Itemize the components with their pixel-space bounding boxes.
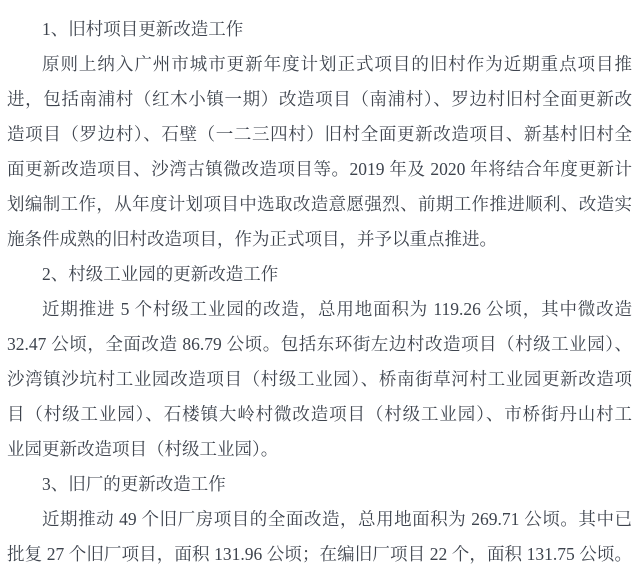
text-line: 沙湾镇沙坑村工业园改造项目（村级工业园）、桥南街草河村工业园更新改造项 xyxy=(7,369,632,389)
text-line: 进，包括南浦村（红木小镇一期）改造项目（南浦村）、罗边村旧村全面更新改 xyxy=(7,89,632,109)
text-line: 批复 27 个旧厂项目，面积 131.96 公顷；在编旧厂项目 22 个，面积 131.75 公顷。 xyxy=(7,544,632,564)
text-line: 施条件成熟的旧村改造项目，作为正式项目，并予以重点推进。 xyxy=(7,229,497,249)
text-line: 原则上纳入广州市城市更新年度计划正式项目的旧村作为近期重点项目推 xyxy=(42,54,632,74)
text-line: 近期推进 5 个村级工业园的改造，总用地面积为 119.26 公顷，其中微改造 xyxy=(42,299,632,319)
section-heading: 1、旧村项目更新改造工作 xyxy=(42,19,244,39)
section-old-village-projects xyxy=(7,12,632,257)
text-line: 目（村级工业园）、石楼镇大岭村微改造项目（村级工业园）、市桥街丹山村工 xyxy=(7,404,632,424)
section-village-industrial-parks xyxy=(7,257,632,467)
section-heading: 3、旧厂的更新改造工作 xyxy=(42,474,226,494)
section-heading: 2、村级工业园的更新改造工作 xyxy=(42,264,279,284)
text-line: 业园更新改造项目（村级工业园）。 xyxy=(7,439,279,459)
section-old-factories xyxy=(7,467,632,572)
text-line: 32.47 公顷，全面改造 86.79 公顷。包括东环街左边村改造项目（村级工业园）、 xyxy=(7,334,632,354)
text-line: 造项目（罗边村）、石壁（一二三四村）旧村全面更新改造项目、新基村旧村全 xyxy=(7,124,632,144)
text-line: 划编制工作，从年度计划项目中选取改造意愿强烈、前期工作推进顺利、改造实 xyxy=(7,194,632,214)
text-line: 近期推动 49 个旧厂房项目的全面改造，总用地面积为 269.71 公顷。其中已 xyxy=(42,509,632,529)
text-line: 面更新改造项目、沙湾古镇微改造项目等。2019 年及 2020 年将结合年度更新计 xyxy=(7,159,632,179)
